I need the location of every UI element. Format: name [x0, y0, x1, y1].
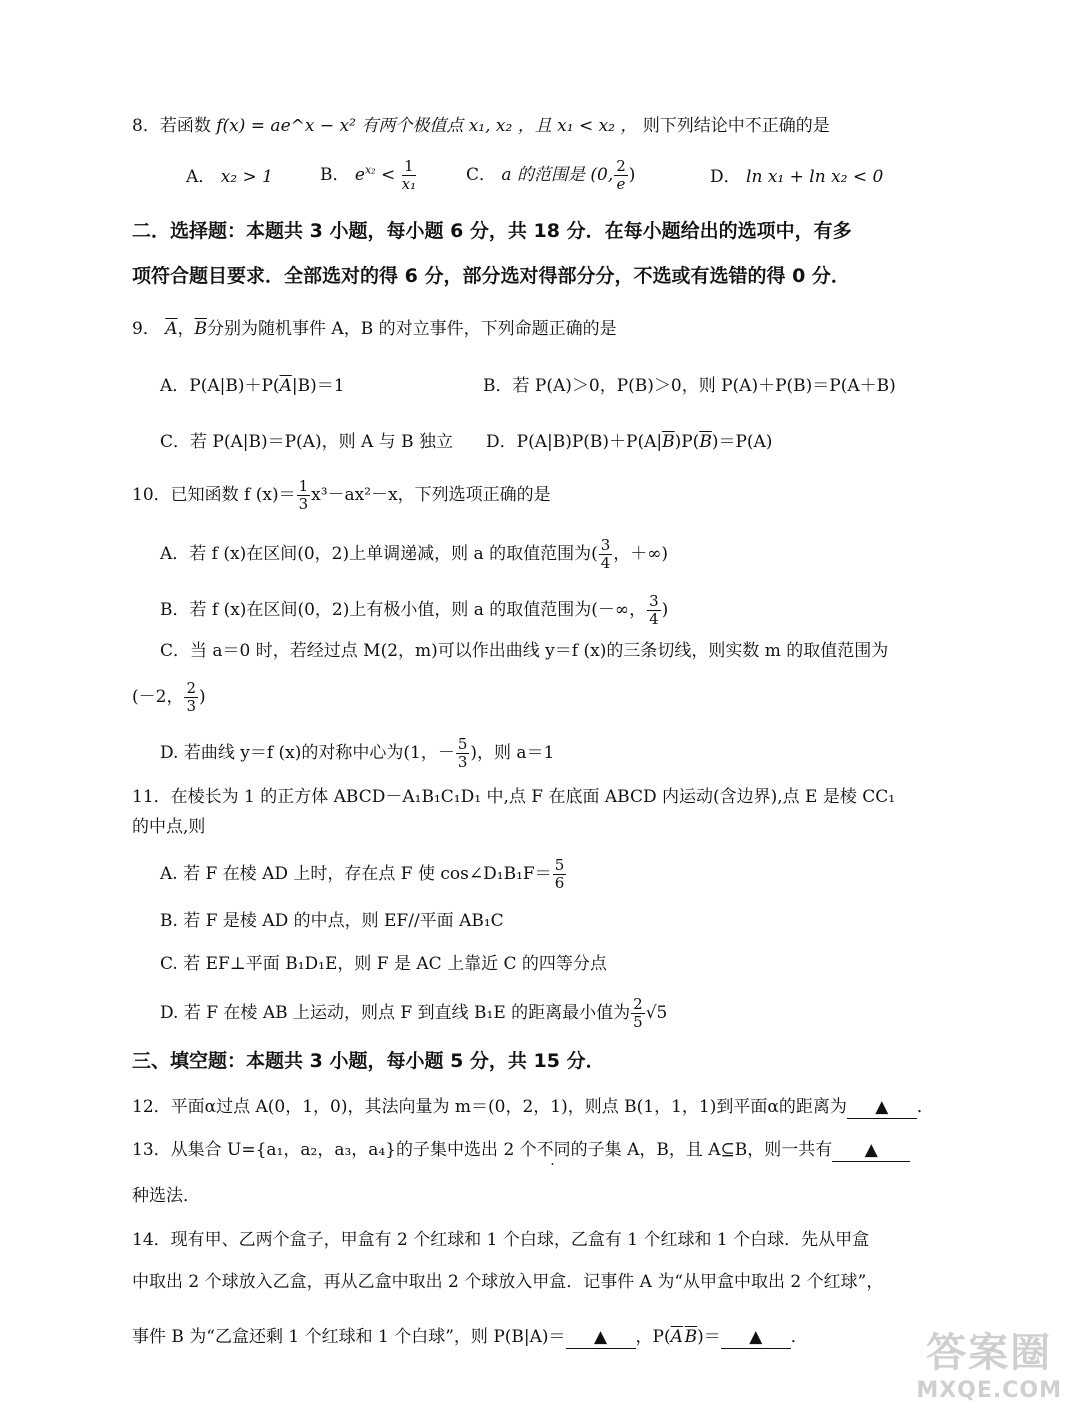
q10-den: 3 — [298, 495, 309, 513]
q14-line3 — [132, 1326, 808, 1349]
q8-option-b — [320, 158, 417, 193]
q11-d-fraction — [631, 996, 645, 1031]
q10-c-3: ) — [199, 687, 206, 707]
watermark-line1: 答案圈 — [926, 1330, 1053, 1376]
q9-d-2: )P( — [674, 432, 700, 452]
q8-option-a — [186, 166, 273, 188]
section2-line2: 项符合题目要求．全部选对的得 6 分，部分选对得部分分，不选或有选错的得 0 分． — [132, 265, 850, 287]
q9-num: 9． — [132, 319, 160, 339]
q10-c-fraction — [184, 680, 198, 715]
q9-d-3: )＝P(A) — [711, 432, 773, 452]
q8-b-label: B． — [320, 165, 350, 185]
q10-option-c-line1: C．当 a＝0 时，若经过点 M(2，m)可以作出曲线 y＝f (x)的三条切线，则实数 m 的取值范围为 — [160, 641, 889, 661]
section3-title: 三、填空题：本题共 3 小题，每小题 5 分，共 15 分． — [132, 1050, 605, 1072]
q11-a-fraction — [553, 857, 567, 892]
q14-end: ． — [790, 1327, 808, 1347]
q14-line2: 中取出 2 个球放入乙盒，再从乙盒中取出 2 个球放入甲盒．记事件 A 为“从甲盒中取出 2 个红球”， — [132, 1272, 884, 1292]
q10-option-a — [160, 537, 668, 572]
watermark-line2: MXQE.COM — [916, 1378, 1062, 1403]
q13-text-1: 13．从集合 U={a₁，a₂，a₃，a₄}的子集中选出 2 个 — [132, 1140, 537, 1160]
q11-a-num: 5 — [554, 856, 565, 874]
q10-b-den: 4 — [649, 610, 659, 628]
q13-line1 — [132, 1139, 910, 1162]
q9-d-bar2: $\overline{B}$ — [699, 432, 712, 452]
q8-b-sup: x₂ — [364, 163, 376, 177]
q9-d-bar1: $\overline{B}$ — [662, 432, 675, 452]
q10-a-num: 3 — [600, 536, 611, 554]
q9-b-bar: $\overline{B}$ — [194, 319, 208, 339]
q8-a-text: x₂ > 1 — [220, 167, 273, 187]
q9-stem — [132, 318, 617, 340]
q9-option-d — [486, 431, 772, 453]
q10-b-1: B．若 f (x)在区间(0，2)上有极小值，则 a 的取值范围为(－∞， — [160, 600, 647, 620]
q11-option-c: C. 若 EF⊥平面 B₁D₁E，则 F 是 AC 上靠近 C 的四等分点 — [160, 954, 607, 974]
q11-d-den: 5 — [633, 1013, 643, 1031]
q8-option-d — [710, 166, 883, 188]
q11-option-d — [160, 996, 667, 1031]
watermark-logo — [916, 1321, 1062, 1403]
q10-d-den: 3 — [457, 753, 468, 771]
q11-option-a — [160, 857, 567, 892]
q10-a-1: A．若 f (x)在区间(0，2)上单调递减，则 a 的取值范围为( — [160, 544, 598, 564]
q14-bar-b: $\overline{B}$ — [684, 1327, 698, 1347]
q10-stem-2: x³－ax²－x，下列选项正确的是 — [311, 485, 551, 505]
q8-stem — [132, 115, 830, 137]
q10-d-fraction — [456, 736, 470, 771]
q14-answer-blank-2: ▲ — [721, 1326, 791, 1349]
q10-option-d — [160, 736, 554, 771]
q10-stem-1: 10．已知函数 f (x)＝ — [132, 485, 296, 505]
q13-answer-blank: ▲ — [832, 1139, 910, 1162]
q9-option-a — [160, 375, 345, 397]
q10-b-num: 3 — [649, 592, 659, 610]
q10-a-den: 4 — [600, 554, 611, 572]
q10-a-2: ，＋∞) — [613, 544, 669, 564]
q9-a-barred: $\overline{A}$ — [279, 376, 292, 396]
q11-option-b: B. 若 F 是棱 AD 的中点，则 EF//平面 AB₁C — [160, 911, 504, 931]
q11-d-num: 2 — [633, 995, 643, 1013]
q8-b-pre: e — [354, 165, 365, 185]
q10-b-2: ) — [661, 600, 669, 620]
q8-c-label: C． — [466, 165, 497, 185]
q12-end: ． — [916, 1097, 934, 1117]
q13-text-2: 的子集 A，B，且 A⊆B，则一共有 — [570, 1140, 833, 1160]
q10-d-1: D. 若曲线 y＝f (x)的对称中心为(1，－ — [160, 743, 455, 763]
q14-line1: 14．现有甲、乙两个盒子，甲盒有 2 个红球和 1 个白球，乙盒有 1 个红球和 1 个白球．先从甲盒 — [132, 1230, 870, 1250]
q14-text-3: )＝ — [697, 1327, 721, 1347]
q13-line2: 种选法． — [132, 1186, 200, 1206]
q14-text-1: 事件 B 为“乙盒还剩 1 个红球和 1 个白球”，则 P(B|A)＝ — [132, 1327, 566, 1347]
q9-option-c: C．若 P(A|B)＝P(A)，则 A 与 B 独立 — [160, 432, 453, 452]
q8-d-text: ln x₁ + ln x₂ < 0 — [746, 167, 884, 187]
q14-bar-a: $\overline{A}$ — [670, 1327, 683, 1347]
q10-c-den: 3 — [186, 697, 196, 715]
q9-d-1: D．P(A|B)P(B)＋P(A| — [486, 432, 663, 452]
q8-b-fraction — [402, 158, 416, 193]
q8-c-pre: a 的范围是 (0, — [501, 165, 614, 185]
q12 — [132, 1096, 934, 1119]
q11-d-2: √5 — [645, 1003, 668, 1023]
q10-num: 1 — [298, 477, 309, 495]
q11-a-1: A. 若 F 在棱 AD 上时，存在点 F 使 cos∠D₁B₁F＝ — [160, 864, 552, 884]
q10-d-2: )，则 a＝1 — [470, 743, 555, 763]
q10-fraction — [297, 478, 311, 513]
q10-c-2: (－2， — [132, 687, 184, 707]
q12-text: 12．平面α过点 A(0，1，0)，其法向量为 m＝(0，2，1)，则点 B(1，1，1)到平面α的距离为 — [132, 1097, 847, 1117]
q11-stem-line2: 的中点,则 — [132, 817, 206, 837]
q8-prefix: 8．若函数 — [132, 116, 211, 136]
q14-answer-blank-1: ▲ — [566, 1326, 636, 1349]
q9-a-2: |B)＝1 — [291, 376, 345, 396]
q10-option-b — [160, 593, 668, 628]
q9-option-b: B．若 P(A)＞0，P(B)＞0，则 P(A)＋P(B)＝P(A＋B) — [483, 376, 896, 396]
q10-option-c-line2 — [132, 680, 206, 715]
q8-suffix: 则下列结论中不正确的是 — [642, 116, 830, 136]
q8-a-label: A． — [186, 167, 216, 187]
q8-b-rel: < — [381, 165, 396, 185]
q9-sep: ， — [177, 319, 195, 339]
q11-stem-line1: 11．在棱长为 1 的正方体 ABCD－A₁B₁C₁D₁ 中,点 F 在底面 ABCD 内运动(含边界),点 E 是棱 CC₁ — [132, 787, 896, 807]
q8-formula: f(x) = ae^x − x² 有两个极值点 x₁, x₂ ，且 x₁ < x₂ ， — [216, 116, 638, 136]
q8-c-post: ) — [628, 165, 636, 185]
q8-d-label: D． — [710, 167, 741, 187]
q13-emphasis: 不同 — [536, 1140, 571, 1160]
q9-stem-text: 分别为随机事件 A，B 的对立事件，下列命题正确的是 — [207, 319, 617, 339]
q11-d-1: D. 若 F 在棱 AB 上运动，则点 F 到直线 B₁E 的距离最小值为 — [160, 1003, 631, 1023]
q9-a-1: A．P(A|B)＋P( — [160, 376, 280, 396]
q9-a-bar: $\overline{A}$ — [165, 319, 178, 339]
q10-stem — [132, 478, 551, 513]
q10-a-fraction — [599, 537, 613, 572]
q14-text-2: ，P( — [635, 1327, 671, 1347]
section2-line1: 二．选择题：本题共 3 小题，每小题 6 分，共 18 分．在每小题给出的选项中，有多 — [132, 220, 852, 242]
q8-c-num: 2 — [616, 157, 626, 175]
q8-option-c — [466, 158, 635, 193]
q11-a-den: 6 — [554, 874, 565, 892]
q8-c-fraction — [614, 158, 628, 193]
q8-b-num: 1 — [402, 158, 416, 176]
q10-b-fraction — [647, 593, 661, 628]
q10-d-num: 5 — [457, 735, 468, 753]
q12-answer-blank: ▲ — [847, 1096, 917, 1119]
q8-c-den: e — [616, 175, 626, 193]
q10-c-num: 2 — [186, 679, 196, 697]
q8-b-den: x₁ — [401, 175, 417, 193]
